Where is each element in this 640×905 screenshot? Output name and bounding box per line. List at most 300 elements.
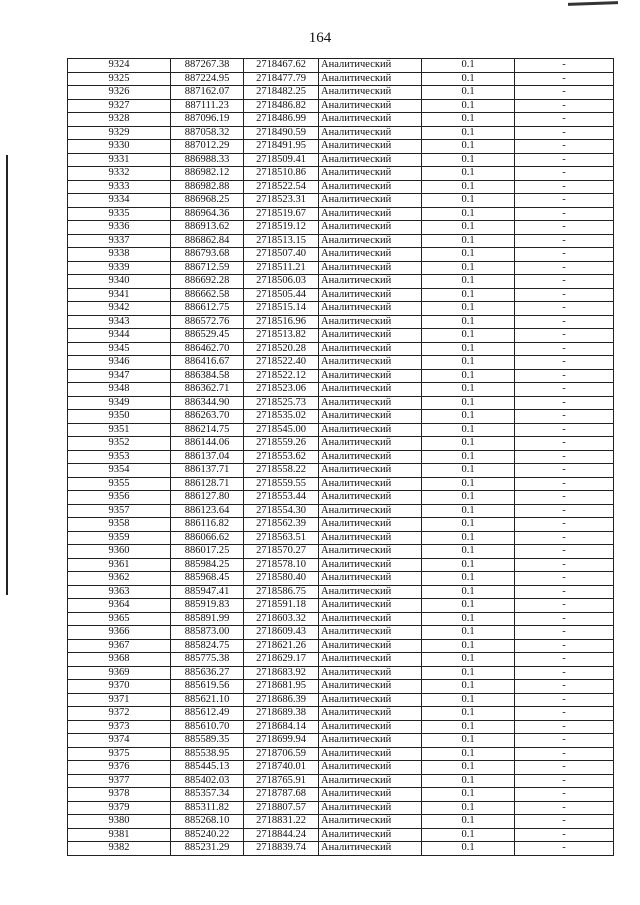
method-cell: Аналитический (319, 288, 422, 302)
y-coordinate-cell: 2718545.00 (244, 423, 319, 437)
x-coordinate-cell: 887058.32 (171, 126, 244, 140)
x-coordinate-cell: 885947.41 (171, 585, 244, 599)
note-cell: - (515, 153, 614, 167)
accuracy-cell: 0.1 (422, 86, 515, 100)
table-row (68, 558, 614, 572)
point-number-cell: 9362 (68, 572, 171, 586)
table-row (68, 680, 614, 694)
x-coordinate-cell: 885445.13 (171, 761, 244, 775)
table-row (68, 639, 614, 653)
x-coordinate-cell: 885538.95 (171, 747, 244, 761)
note-cell: - (515, 720, 614, 734)
note-cell: - (515, 707, 614, 721)
method-cell: Аналитический (319, 140, 422, 154)
y-coordinate-cell: 2718553.62 (244, 450, 319, 464)
method-cell: Аналитический (319, 248, 422, 262)
x-coordinate-cell: 885636.27 (171, 666, 244, 680)
note-cell: - (515, 788, 614, 802)
note-cell: - (515, 180, 614, 194)
note-cell: - (515, 329, 614, 343)
note-cell: - (515, 369, 614, 383)
point-number-cell: 9368 (68, 653, 171, 667)
accuracy-cell: 0.1 (422, 788, 515, 802)
note-cell: - (515, 639, 614, 653)
point-number-cell: 9380 (68, 815, 171, 829)
note-cell: - (515, 572, 614, 586)
y-coordinate-cell: 2718609.43 (244, 626, 319, 640)
note-cell: - (515, 666, 614, 680)
scan-artifact (568, 1, 618, 6)
y-coordinate-cell: 2718507.40 (244, 248, 319, 262)
method-cell: Аналитический (319, 315, 422, 329)
point-number-cell: 9381 (68, 828, 171, 842)
accuracy-cell: 0.1 (422, 437, 515, 451)
accuracy-cell: 0.1 (422, 288, 515, 302)
table-row (68, 504, 614, 518)
accuracy-cell: 0.1 (422, 477, 515, 491)
method-cell: Аналитический (319, 599, 422, 613)
table-row (68, 477, 614, 491)
point-number-cell: 9366 (68, 626, 171, 640)
accuracy-cell: 0.1 (422, 221, 515, 235)
table-row (68, 113, 614, 127)
note-cell: - (515, 518, 614, 532)
point-number-cell: 9351 (68, 423, 171, 437)
method-cell: Аналитический (319, 693, 422, 707)
table-row (68, 99, 614, 113)
accuracy-cell: 0.1 (422, 275, 515, 289)
note-cell: - (515, 275, 614, 289)
table-row (68, 302, 614, 316)
y-coordinate-cell: 2718509.41 (244, 153, 319, 167)
note-cell: - (515, 761, 614, 775)
y-coordinate-cell: 2718765.91 (244, 774, 319, 788)
accuracy-cell: 0.1 (422, 612, 515, 626)
accuracy-cell: 0.1 (422, 491, 515, 505)
y-coordinate-cell: 2718621.26 (244, 639, 319, 653)
method-cell: Аналитический (319, 356, 422, 370)
y-coordinate-cell: 2718570.27 (244, 545, 319, 559)
point-number-cell: 9369 (68, 666, 171, 680)
point-number-cell: 9364 (68, 599, 171, 613)
point-number-cell: 9352 (68, 437, 171, 451)
y-coordinate-cell: 2718787.68 (244, 788, 319, 802)
table-row (68, 72, 614, 86)
note-cell: - (515, 261, 614, 275)
y-coordinate-cell: 2718486.99 (244, 113, 319, 127)
accuracy-cell: 0.1 (422, 342, 515, 356)
y-coordinate-cell: 2718559.26 (244, 437, 319, 451)
point-number-cell: 9359 (68, 531, 171, 545)
x-coordinate-cell: 886692.28 (171, 275, 244, 289)
accuracy-cell: 0.1 (422, 585, 515, 599)
point-number-cell: 9378 (68, 788, 171, 802)
table-row (68, 356, 614, 370)
x-coordinate-cell: 886137.04 (171, 450, 244, 464)
method-cell: Аналитический (319, 815, 422, 829)
method-cell: Аналитический (319, 504, 422, 518)
table-row (68, 585, 614, 599)
y-coordinate-cell: 2718684.14 (244, 720, 319, 734)
point-number-cell: 9328 (68, 113, 171, 127)
point-number-cell: 9374 (68, 734, 171, 748)
table-row (68, 126, 614, 140)
x-coordinate-cell: 885610.70 (171, 720, 244, 734)
note-cell: - (515, 167, 614, 181)
coordinates-table-body (68, 59, 614, 856)
method-cell: Аналитический (319, 626, 422, 640)
x-coordinate-cell: 886263.70 (171, 410, 244, 424)
accuracy-cell: 0.1 (422, 302, 515, 316)
y-coordinate-cell: 2718554.30 (244, 504, 319, 518)
note-cell: - (515, 774, 614, 788)
method-cell: Аналитический (319, 194, 422, 208)
y-coordinate-cell: 2718580.40 (244, 572, 319, 586)
y-coordinate-cell: 2718522.54 (244, 180, 319, 194)
x-coordinate-cell: 886362.71 (171, 383, 244, 397)
y-coordinate-cell: 2718603.32 (244, 612, 319, 626)
point-number-cell: 9347 (68, 369, 171, 383)
point-number-cell: 9363 (68, 585, 171, 599)
table-row (68, 734, 614, 748)
table-row (68, 86, 614, 100)
y-coordinate-cell: 2718516.96 (244, 315, 319, 329)
note-cell: - (515, 734, 614, 748)
point-number-cell: 9382 (68, 842, 171, 856)
x-coordinate-cell: 886913.62 (171, 221, 244, 235)
method-cell: Аналитический (319, 153, 422, 167)
accuracy-cell: 0.1 (422, 720, 515, 734)
note-cell: - (515, 585, 614, 599)
y-coordinate-cell: 2718683.92 (244, 666, 319, 680)
accuracy-cell: 0.1 (422, 396, 515, 410)
method-cell: Аналитический (319, 842, 422, 856)
point-number-cell: 9353 (68, 450, 171, 464)
method-cell: Аналитический (319, 639, 422, 653)
table-row (68, 288, 614, 302)
method-cell: Аналитический (319, 477, 422, 491)
point-number-cell: 9360 (68, 545, 171, 559)
accuracy-cell: 0.1 (422, 558, 515, 572)
table-row (68, 221, 614, 235)
y-coordinate-cell: 2718482.25 (244, 86, 319, 100)
point-number-cell: 9330 (68, 140, 171, 154)
y-coordinate-cell: 2718511.21 (244, 261, 319, 275)
point-number-cell: 9338 (68, 248, 171, 262)
x-coordinate-cell: 886128.71 (171, 477, 244, 491)
point-number-cell: 9340 (68, 275, 171, 289)
note-cell: - (515, 464, 614, 478)
accuracy-cell: 0.1 (422, 180, 515, 194)
method-cell: Аналитический (319, 761, 422, 775)
accuracy-cell: 0.1 (422, 234, 515, 248)
point-number-cell: 9344 (68, 329, 171, 343)
y-coordinate-cell: 2718740.01 (244, 761, 319, 775)
y-coordinate-cell: 2718506.03 (244, 275, 319, 289)
method-cell: Аналитический (319, 801, 422, 815)
table-row (68, 329, 614, 343)
x-coordinate-cell: 886793.68 (171, 248, 244, 262)
accuracy-cell: 0.1 (422, 315, 515, 329)
method-cell: Аналитический (319, 302, 422, 316)
y-coordinate-cell: 2718586.75 (244, 585, 319, 599)
y-coordinate-cell: 2718807.57 (244, 801, 319, 815)
point-number-cell: 9329 (68, 126, 171, 140)
table-row (68, 423, 614, 437)
method-cell: Аналитический (319, 666, 422, 680)
note-cell: - (515, 815, 614, 829)
table-row (68, 410, 614, 424)
method-cell: Аналитический (319, 572, 422, 586)
table-row (68, 707, 614, 721)
point-number-cell: 9358 (68, 518, 171, 532)
note-cell: - (515, 410, 614, 424)
accuracy-cell: 0.1 (422, 747, 515, 761)
accuracy-cell: 0.1 (422, 774, 515, 788)
method-cell: Аналитический (319, 774, 422, 788)
accuracy-cell: 0.1 (422, 113, 515, 127)
point-number-cell: 9336 (68, 221, 171, 235)
accuracy-cell: 0.1 (422, 599, 515, 613)
y-coordinate-cell: 2718558.22 (244, 464, 319, 478)
note-cell: - (515, 504, 614, 518)
point-number-cell: 9343 (68, 315, 171, 329)
y-coordinate-cell: 2718839.74 (244, 842, 319, 856)
method-cell: Аналитический (319, 464, 422, 478)
y-coordinate-cell: 2718699.94 (244, 734, 319, 748)
table-row (68, 437, 614, 451)
table-row (68, 815, 614, 829)
note-cell: - (515, 477, 614, 491)
table-row (68, 450, 614, 464)
y-coordinate-cell: 2718519.67 (244, 207, 319, 221)
note-cell: - (515, 315, 614, 329)
note-cell: - (515, 302, 614, 316)
accuracy-cell: 0.1 (422, 59, 515, 73)
point-number-cell: 9325 (68, 72, 171, 86)
note-cell: - (515, 626, 614, 640)
x-coordinate-cell: 886982.88 (171, 180, 244, 194)
method-cell: Аналитический (319, 369, 422, 383)
accuracy-cell: 0.1 (422, 99, 515, 113)
table-row (68, 545, 614, 559)
method-cell: Аналитический (319, 747, 422, 761)
accuracy-cell: 0.1 (422, 842, 515, 856)
point-number-cell: 9335 (68, 207, 171, 221)
note-cell: - (515, 437, 614, 451)
method-cell: Аналитический (319, 734, 422, 748)
accuracy-cell: 0.1 (422, 761, 515, 775)
table-row (68, 774, 614, 788)
accuracy-cell: 0.1 (422, 518, 515, 532)
y-coordinate-cell: 2718706.59 (244, 747, 319, 761)
y-coordinate-cell: 2718681.95 (244, 680, 319, 694)
x-coordinate-cell: 887162.07 (171, 86, 244, 100)
note-cell: - (515, 221, 614, 235)
x-coordinate-cell: 886344.90 (171, 396, 244, 410)
point-number-cell: 9339 (68, 261, 171, 275)
point-number-cell: 9346 (68, 356, 171, 370)
y-coordinate-cell: 2718559.55 (244, 477, 319, 491)
x-coordinate-cell: 886982.12 (171, 167, 244, 181)
point-number-cell: 9373 (68, 720, 171, 734)
accuracy-cell: 0.1 (422, 653, 515, 667)
accuracy-cell: 0.1 (422, 639, 515, 653)
method-cell: Аналитический (319, 423, 422, 437)
note-cell: - (515, 383, 614, 397)
table-row (68, 180, 614, 194)
table-row (68, 396, 614, 410)
point-number-cell: 9331 (68, 153, 171, 167)
note-cell: - (515, 599, 614, 613)
note-cell: - (515, 126, 614, 140)
table-row (68, 342, 614, 356)
note-cell: - (515, 545, 614, 559)
x-coordinate-cell: 886214.75 (171, 423, 244, 437)
y-coordinate-cell: 2718486.82 (244, 99, 319, 113)
x-coordinate-cell: 886416.67 (171, 356, 244, 370)
x-coordinate-cell: 886968.25 (171, 194, 244, 208)
note-cell: - (515, 491, 614, 505)
note-cell: - (515, 450, 614, 464)
note-cell: - (515, 113, 614, 127)
x-coordinate-cell: 885402.03 (171, 774, 244, 788)
table-row (68, 315, 614, 329)
x-coordinate-cell: 886462.70 (171, 342, 244, 356)
x-coordinate-cell: 886572.76 (171, 315, 244, 329)
method-cell: Аналитический (319, 612, 422, 626)
accuracy-cell: 0.1 (422, 153, 515, 167)
point-number-cell: 9327 (68, 99, 171, 113)
method-cell: Аналитический (319, 410, 422, 424)
accuracy-cell: 0.1 (422, 410, 515, 424)
method-cell: Аналитический (319, 518, 422, 532)
accuracy-cell: 0.1 (422, 801, 515, 815)
table-row (68, 761, 614, 775)
method-cell: Аналитический (319, 275, 422, 289)
note-cell: - (515, 248, 614, 262)
x-coordinate-cell: 885775.38 (171, 653, 244, 667)
method-cell: Аналитический (319, 585, 422, 599)
x-coordinate-cell: 886384.58 (171, 369, 244, 383)
x-coordinate-cell: 886127.80 (171, 491, 244, 505)
x-coordinate-cell: 885589.35 (171, 734, 244, 748)
x-coordinate-cell: 885612.49 (171, 707, 244, 721)
x-coordinate-cell: 885919.83 (171, 599, 244, 613)
y-coordinate-cell: 2718523.31 (244, 194, 319, 208)
method-cell: Аналитический (319, 329, 422, 343)
point-number-cell: 9333 (68, 180, 171, 194)
y-coordinate-cell: 2718513.82 (244, 329, 319, 343)
coordinates-table (67, 58, 614, 856)
note-cell: - (515, 653, 614, 667)
accuracy-cell: 0.1 (422, 72, 515, 86)
method-cell: Аналитический (319, 72, 422, 86)
method-cell: Аналитический (319, 167, 422, 181)
note-cell: - (515, 747, 614, 761)
method-cell: Аналитический (319, 531, 422, 545)
y-coordinate-cell: 2718525.73 (244, 396, 319, 410)
method-cell: Аналитический (319, 545, 422, 559)
method-cell: Аналитический (319, 207, 422, 221)
accuracy-cell: 0.1 (422, 248, 515, 262)
method-cell: Аналитический (319, 653, 422, 667)
table-row (68, 234, 614, 248)
table-row (68, 612, 614, 626)
y-coordinate-cell: 2718563.51 (244, 531, 319, 545)
point-number-cell: 9371 (68, 693, 171, 707)
note-cell: - (515, 801, 614, 815)
table-row (68, 167, 614, 181)
y-coordinate-cell: 2718522.12 (244, 369, 319, 383)
y-coordinate-cell: 2718562.39 (244, 518, 319, 532)
accuracy-cell: 0.1 (422, 680, 515, 694)
y-coordinate-cell: 2718591.18 (244, 599, 319, 613)
note-cell: - (515, 531, 614, 545)
x-coordinate-cell: 885231.29 (171, 842, 244, 856)
accuracy-cell: 0.1 (422, 545, 515, 559)
point-number-cell: 9365 (68, 612, 171, 626)
table-row (68, 261, 614, 275)
note-cell: - (515, 356, 614, 370)
method-cell: Аналитический (319, 180, 422, 194)
y-coordinate-cell: 2718513.15 (244, 234, 319, 248)
y-coordinate-cell: 2718519.12 (244, 221, 319, 235)
point-number-cell: 9348 (68, 383, 171, 397)
method-cell: Аналитический (319, 383, 422, 397)
table-row (68, 207, 614, 221)
note-cell: - (515, 288, 614, 302)
point-number-cell: 9337 (68, 234, 171, 248)
x-coordinate-cell: 885357.34 (171, 788, 244, 802)
method-cell: Аналитический (319, 113, 422, 127)
point-number-cell: 9367 (68, 639, 171, 653)
table-row (68, 531, 614, 545)
point-number-cell: 9326 (68, 86, 171, 100)
accuracy-cell: 0.1 (422, 464, 515, 478)
y-coordinate-cell: 2718686.39 (244, 693, 319, 707)
point-number-cell: 9341 (68, 288, 171, 302)
table-row (68, 275, 614, 289)
table-row (68, 369, 614, 383)
y-coordinate-cell: 2718490.59 (244, 126, 319, 140)
point-number-cell: 9334 (68, 194, 171, 208)
x-coordinate-cell: 887224.95 (171, 72, 244, 86)
accuracy-cell: 0.1 (422, 734, 515, 748)
x-coordinate-cell: 886066.62 (171, 531, 244, 545)
point-number-cell: 9361 (68, 558, 171, 572)
point-number-cell: 9370 (68, 680, 171, 694)
y-coordinate-cell: 2718510.86 (244, 167, 319, 181)
note-cell: - (515, 234, 614, 248)
table-row (68, 572, 614, 586)
table-row (68, 153, 614, 167)
table-row (68, 491, 614, 505)
x-coordinate-cell: 886964.36 (171, 207, 244, 221)
method-cell: Аналитический (319, 86, 422, 100)
table-row (68, 626, 614, 640)
point-number-cell: 9372 (68, 707, 171, 721)
x-coordinate-cell: 885968.45 (171, 572, 244, 586)
y-coordinate-cell: 2718491.95 (244, 140, 319, 154)
note-cell: - (515, 207, 614, 221)
method-cell: Аналитический (319, 99, 422, 113)
x-coordinate-cell: 886123.64 (171, 504, 244, 518)
accuracy-cell: 0.1 (422, 356, 515, 370)
x-coordinate-cell: 885984.25 (171, 558, 244, 572)
x-coordinate-cell: 886137.71 (171, 464, 244, 478)
y-coordinate-cell: 2718467.62 (244, 59, 319, 73)
